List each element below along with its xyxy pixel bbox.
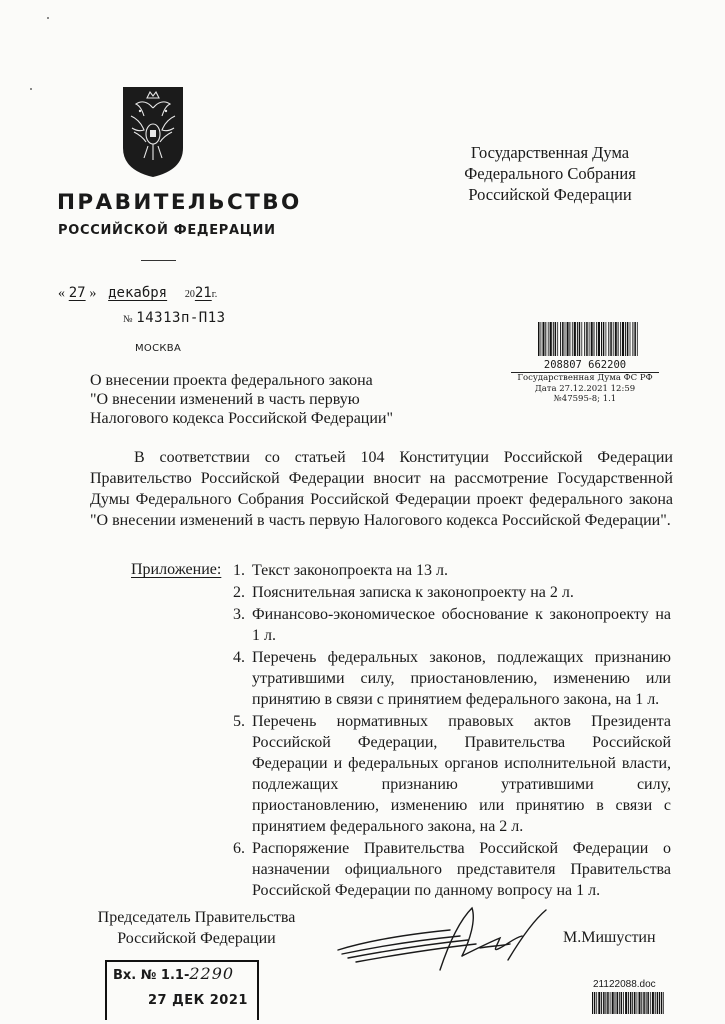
date-month: декабря — [108, 285, 168, 301]
barcode-bar — [618, 322, 619, 356]
barcode-bar — [655, 992, 656, 1014]
barcode-bar — [569, 322, 570, 356]
barcode-bar — [598, 322, 600, 356]
barcode-bar — [594, 322, 595, 356]
barcode-bar — [632, 992, 633, 1014]
list-item-number: 5. — [233, 713, 245, 730]
barcode-bar — [610, 322, 612, 356]
list-item-text: Финансово-экономическое обоснование к законопроекту на 1 л. — [252, 606, 671, 644]
barcode-bar — [646, 992, 647, 1014]
barcode-bar — [659, 992, 660, 1014]
divider — [141, 260, 176, 261]
barcode-bar — [623, 992, 624, 1014]
date-open-quote: « — [58, 286, 65, 301]
barcode-bar — [560, 322, 561, 356]
coat-of-arms-emblem — [122, 86, 184, 178]
list-item — [233, 582, 671, 603]
barcode-bar — [596, 322, 597, 356]
barcode-bar — [557, 322, 558, 356]
barcode-bar — [565, 322, 566, 356]
barcode-bar — [663, 992, 664, 1014]
list-item-number: 2. — [233, 584, 245, 601]
addressee-block — [400, 142, 700, 205]
document-number — [123, 310, 226, 327]
signer-title — [90, 907, 303, 949]
list-item — [233, 560, 671, 581]
list-item — [233, 647, 671, 710]
barcode-bar — [586, 322, 588, 356]
barcode-bar — [605, 992, 606, 1014]
barcode-bar — [550, 322, 552, 356]
barcode-bar — [637, 322, 638, 356]
barcode-bar — [589, 322, 590, 356]
signer-name: М.Мишустин — [563, 929, 656, 946]
barcode-bar — [630, 322, 631, 356]
barcode-bar — [548, 322, 549, 356]
list-item-number: 1. — [233, 562, 245, 579]
barcode-bar — [603, 322, 605, 356]
barcode-bar — [615, 992, 616, 1014]
stamp-barcode-number: 208807 662200 — [511, 359, 659, 373]
barcode-bar — [553, 322, 554, 356]
barcode-bar — [647, 992, 649, 1014]
barcode-bar — [625, 992, 627, 1014]
list-item-number: 4. — [233, 649, 245, 666]
barcode-bar — [613, 322, 614, 356]
barcode-bar — [555, 322, 557, 356]
subject-line: О внесении проекта федерального закона — [90, 372, 373, 389]
list-item — [233, 604, 671, 646]
barcode-bar — [606, 322, 607, 356]
barcode-bar — [625, 322, 626, 356]
doc-barcode — [592, 992, 664, 1014]
list-item-number: 3. — [233, 606, 245, 623]
barcode-bar — [596, 992, 597, 1014]
barcode-bar — [622, 322, 624, 356]
date-year-prefix: 20 — [184, 289, 195, 300]
stamp-line: Государственная Дума ФС РФ — [517, 373, 653, 383]
addressee-line: Российской Федерации — [468, 185, 632, 204]
barcode-bar — [610, 992, 611, 1014]
barcode-bar — [581, 322, 582, 356]
barcode-bar — [601, 992, 602, 1014]
date-close-quote: » — [89, 286, 97, 301]
barcode-bar — [632, 322, 633, 356]
barcode-bar — [634, 322, 636, 356]
barcode-bar — [562, 322, 564, 356]
signer-title-line: Председатель Правительства — [97, 909, 296, 926]
barcode-bar — [601, 322, 602, 356]
number-value: 14313п-П13 — [136, 310, 226, 326]
barcode-bar — [608, 322, 609, 356]
barcode-bar — [628, 992, 629, 1014]
attachments-list — [233, 560, 671, 902]
barcode-bar — [592, 992, 593, 1014]
list-item-text: Текст законопроекта на 13 л. — [252, 562, 449, 579]
registration-date: 27 ДЕК 2021 — [148, 993, 248, 1008]
barcode-bar — [603, 992, 605, 1014]
list-item — [233, 838, 671, 901]
stamp-line: Дата 27.12.2021 12:59 — [534, 383, 636, 394]
subject-line: Налогового кодекса Российской Федерации" — [90, 410, 394, 427]
government-subtitle: РОССИЙСКОЙ ФЕДЕРАЦИИ — [58, 223, 276, 238]
barcode-bar — [541, 322, 542, 356]
signature-scribble — [330, 900, 560, 978]
list-item-text: Пояснительная записка к законопроекту на 2 л. — [252, 584, 574, 601]
addressee-line: Государственная Дума — [470, 143, 630, 162]
barcode-bar — [567, 322, 569, 356]
barcode-bar — [650, 992, 651, 1014]
barcode-bar — [594, 992, 596, 1014]
registration-number — [113, 964, 234, 983]
barcode-bar — [584, 322, 585, 356]
barcode-bar — [641, 992, 642, 1014]
city: МОСКВА — [135, 343, 182, 354]
incoming-stamp — [511, 322, 659, 405]
barcode-bar — [577, 322, 578, 356]
stamp-line: №47595-8; 1.1 — [553, 394, 617, 404]
barcode-bar — [620, 322, 621, 356]
barcode-bar — [617, 992, 619, 1014]
barcode-bar — [543, 322, 545, 356]
barcode-bar — [652, 992, 654, 1014]
barcode-bar — [612, 992, 614, 1014]
barcode-bar — [579, 322, 581, 356]
body-paragraph: В соответствии со статьей 104 Конституции Российской Федерации Правительство Российской Федерации вносит на рассмотрение Государственной Думы Федерального Собрания Российской Федерации проект федерального закона "О внесении изменений в часть первую Налогового кодекса Российской Федерации". — [90, 449, 673, 529]
list-item-text: Перечень нормативных правовых актов Президента Российской Федерации, Правительства Российской Федерации и федеральных органов исполнительной власти, подлежащих признанию утратившими силу, приостановлению, изменению или принятию в связи с принятием федерального закона, на 2 л. — [252, 713, 671, 835]
barcode-bar — [545, 322, 546, 356]
barcode-bar — [619, 992, 620, 1014]
barcode-bar — [634, 992, 636, 1014]
barcode-bar — [607, 992, 609, 1014]
scan-speck — [30, 88, 32, 90]
barcode-bar — [572, 322, 573, 356]
list-item-text: Перечень федеральных законов, подлежащих признанию утратившими силу, приостановлению, изменению или принятию в связи с принятием федерального закона, на 1 л. — [252, 649, 671, 708]
date-year-abbr: г. — [211, 289, 218, 300]
registration-handwritten-number: 2290 — [189, 964, 235, 983]
number-label: № — [123, 314, 133, 325]
subject-line: "О внесении изменений в часть первую — [90, 391, 360, 408]
date-day: 27 — [68, 285, 86, 301]
barcode-bar — [657, 992, 659, 1014]
barcode-bar — [538, 322, 540, 356]
scan-speck — [47, 17, 49, 19]
subject-block — [90, 371, 450, 428]
stamp-barcode — [538, 322, 638, 356]
barcode-bar — [661, 992, 663, 1014]
government-title: ПРАВИТЕЛЬСТВО — [57, 190, 302, 215]
registration-prefix: Вх. № 1.1- — [113, 968, 190, 983]
list-item — [233, 711, 671, 837]
barcode-bar — [621, 992, 623, 1014]
barcode-bar — [598, 992, 600, 1014]
addressee-line: Федерального Собрания — [464, 164, 636, 183]
barcode-bar — [627, 322, 629, 356]
date-year: 21 — [194, 285, 212, 301]
barcode-bar — [615, 322, 617, 356]
document-date — [58, 285, 217, 302]
attachments-label: Приложение: — [131, 561, 222, 578]
barcode-bar — [637, 992, 638, 1014]
barcode-bar — [639, 992, 641, 1014]
list-item-number: 6. — [233, 840, 245, 857]
barcode-bar — [643, 992, 645, 1014]
barcode-bar — [591, 322, 593, 356]
barcode-bar — [630, 992, 632, 1014]
list-item-text: Распоряжение Правительства Российской Федерации о назначении официального представителя Правительства Российской Федерации по данному вопросу на 1 л. — [252, 840, 671, 899]
barcode-bar — [574, 322, 576, 356]
doc-filename: 21122088.doc — [593, 979, 656, 990]
signer-title-line: Российской Федерации — [117, 930, 276, 947]
